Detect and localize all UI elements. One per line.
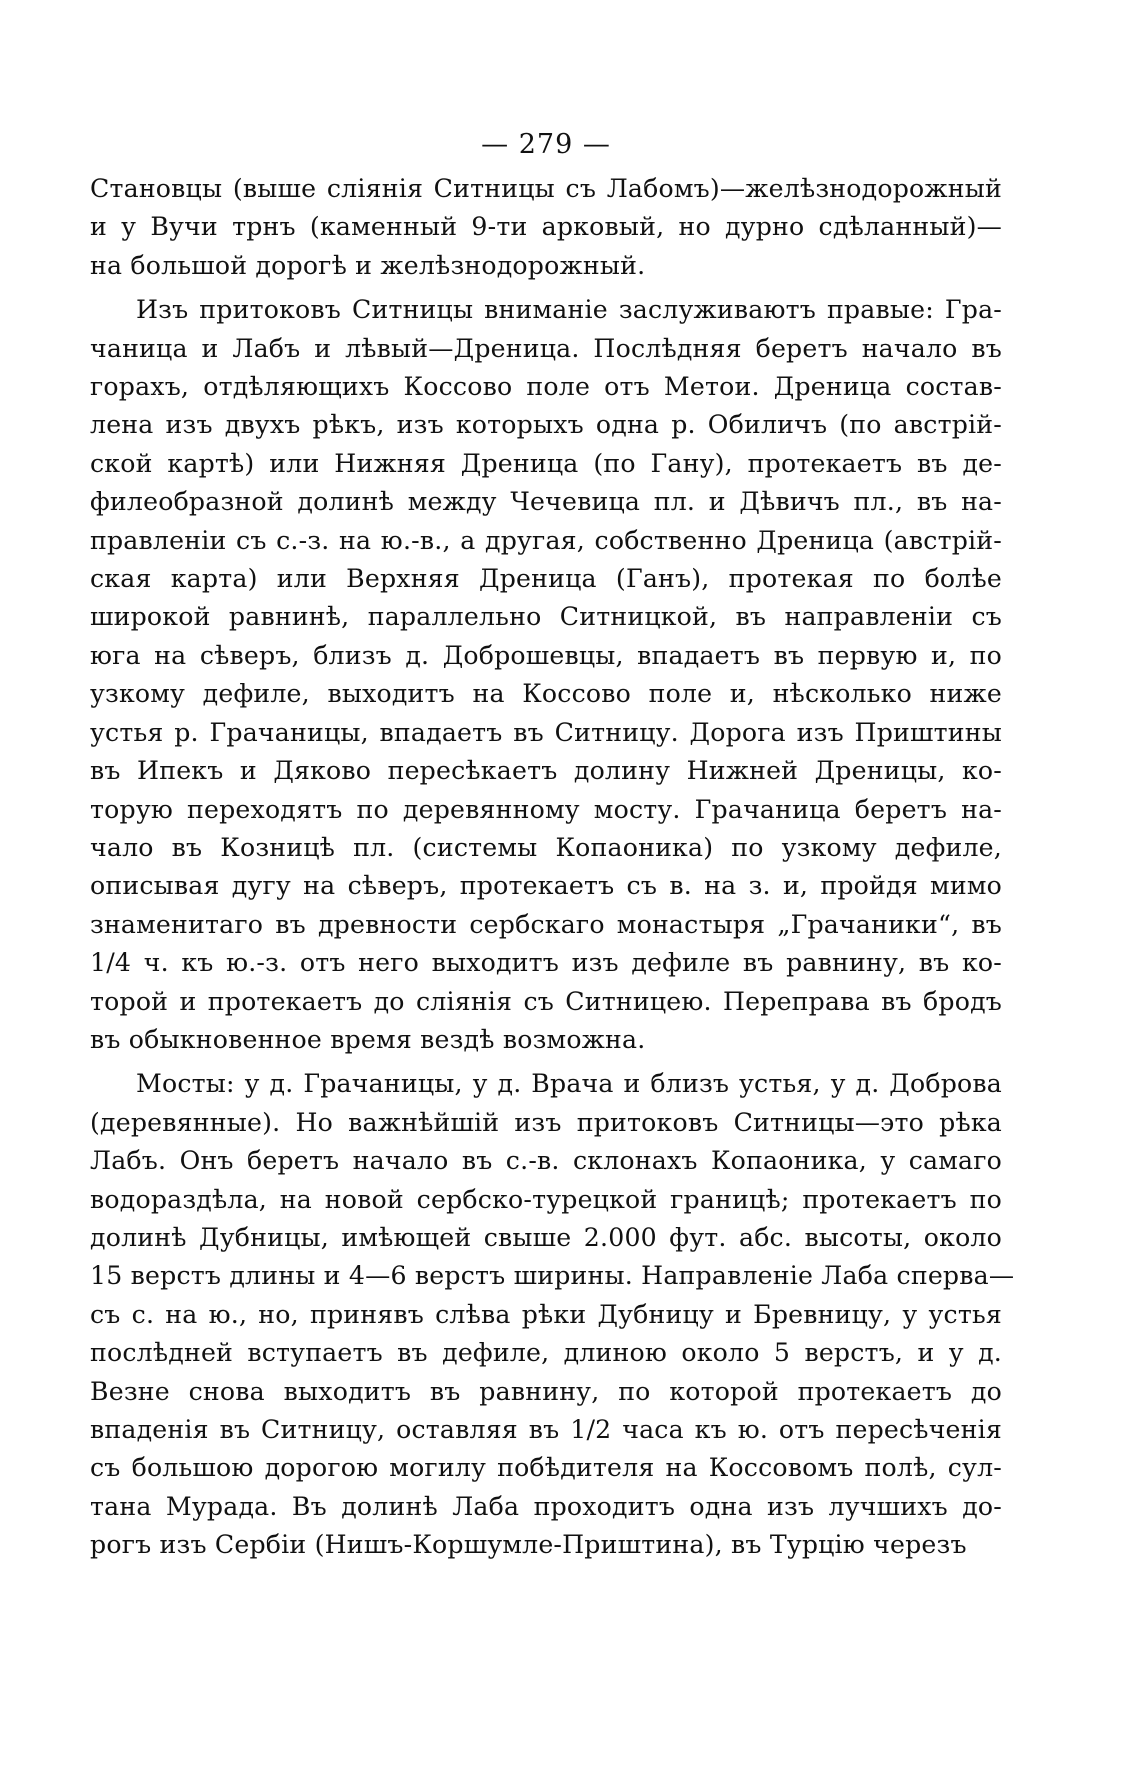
text-line: Мосты: у д. Грачаницы, у д. Врача и близъ устья, у д. Доброва (136, 1069, 1002, 1099)
text-line: описывая дугу на сѣверъ, протекаетъ съ в. на з. и, пройдя мимо (90, 871, 1002, 901)
text-line: Изъ притоковъ Ситницы вниманіе заслуживаютъ правые: Гра- (136, 295, 1002, 325)
text-line: знаменитаго въ древности сербскаго монастыря „Грачаники“, въ (90, 909, 1002, 939)
text-line: ская карта) или Верхняя Дреница (Ганъ), протекая по болѣе (90, 564, 1002, 594)
text-line: юга на сѣверъ, близъ д. Доброшевцы, впадаетъ въ первую и, по (90, 640, 1002, 670)
text-line: 15 верстъ длины и 4—6 верстъ ширины. Направленіе Лаба сперва— (90, 1261, 1015, 1291)
paragraph-2 (90, 291, 1002, 1059)
paragraph-3 (90, 1065, 1015, 1564)
text-line: въ Ипекъ и Дяково пересѣкаетъ долину Нижней Дреницы, ко- (90, 756, 1002, 786)
text-line: съ с. на ю., но, принявъ слѣва рѣки Дубницу и Бревницу, у устья (90, 1299, 1002, 1329)
text-line: впаденія въ Ситницу, оставляя въ 1/2 часа къ ю. отъ пересѣченія (90, 1415, 1002, 1444)
text-line: торой и протекаетъ до сліянія съ Ситницею. Переправа въ бродъ (90, 986, 1002, 1016)
text-line: долинѣ Дубницы, имѣющей свыше 2.000 фут. абс. высоты, около (90, 1222, 1002, 1252)
text-line: съ большою дорогою могилу побѣдителя на Коссовомъ полѣ, сул- (90, 1453, 1002, 1483)
text-line: послѣдней вступаетъ въ дефиле, длиною около 5 верстъ, и у д. (90, 1338, 1002, 1368)
page-number: — 279 — (481, 129, 611, 160)
text-line: водораздѣла, на новой сербско-турецкой границѣ; протекаетъ по (90, 1184, 1002, 1214)
text-line: горахъ, отдѣляющихъ Коссово поле отъ Метои. Дреница состав- (90, 372, 1002, 402)
text-line: широкой равнинѣ, параллельно Ситницкой, въ направленіи съ (90, 602, 1002, 632)
text-line: въ обыкновенное время вездѣ возможна. (90, 1024, 646, 1054)
text-line: рогъ изъ Сербіи (Нишъ-Коршумле-Приштина), въ Турцію черезъ (90, 1530, 967, 1560)
text-line: чало въ Козницѣ пл. (системы Копаоника) по узкому дефиле, (90, 832, 1002, 862)
text-line: (деревянные). Но важнѣйшій изъ притоковъ Ситницы—это рѣка (90, 1107, 1002, 1137)
text-line: ской картѣ) или Нижняя Дреница (по Гану), протекаетъ въ де- (90, 448, 1002, 478)
text-line: Лабъ. Онъ беретъ начало въ с.-в. склонахъ Копаоника, у самаго (90, 1146, 1002, 1176)
page (90, 128, 1015, 1571)
paragraph-1 (90, 170, 1002, 285)
text-line: Везне снова выходитъ въ равнину, по которой протекаетъ до (90, 1376, 1002, 1406)
body-text (90, 170, 1015, 1565)
text-line: лена изъ двухъ рѣкъ, изъ которыхъ одна р. Обиличъ (по австрій- (90, 410, 1002, 440)
text-line: правленіи съ с.-з. на ю.-в., а другая, собственно Дреница (австрій- (90, 525, 1002, 555)
text-line: на большой дорогѣ и желѣзнодорожный. (90, 250, 646, 280)
text-line: 1/4 ч. къ ю.-з. отъ него выходитъ изъ дефиле въ равнину, въ ко- (90, 948, 1002, 978)
text-line: тана Мурада. Въ долинѣ Лаба проходитъ одна изъ лучшихъ до- (90, 1491, 1002, 1521)
text-line: и у Вучи трнъ (каменный 9-ти арковый, но дурно сдѣланный)— (90, 212, 1002, 242)
text-line: Становцы (выше сліянія Ситницы съ Лабомъ)—желѣзнодорожный (90, 174, 1002, 203)
text-line: чаница и Лабъ и лѣвый—Дреница. Послѣдняя беретъ начало въ (90, 333, 1002, 363)
text-line: филеобразной долинѣ между Чечевица пл. и Дѣвичъ пл., въ на- (90, 487, 1002, 517)
text-line: торую переходятъ по деревянному мосту. Грачаница беретъ на- (90, 794, 1002, 824)
text-line: узкому дефиле, выходитъ на Коссово поле и, нѣсколько ниже (90, 679, 1002, 709)
text-line: устья р. Грачаницы, впадаетъ въ Ситницу. Дорога изъ Приштины (90, 717, 1002, 747)
